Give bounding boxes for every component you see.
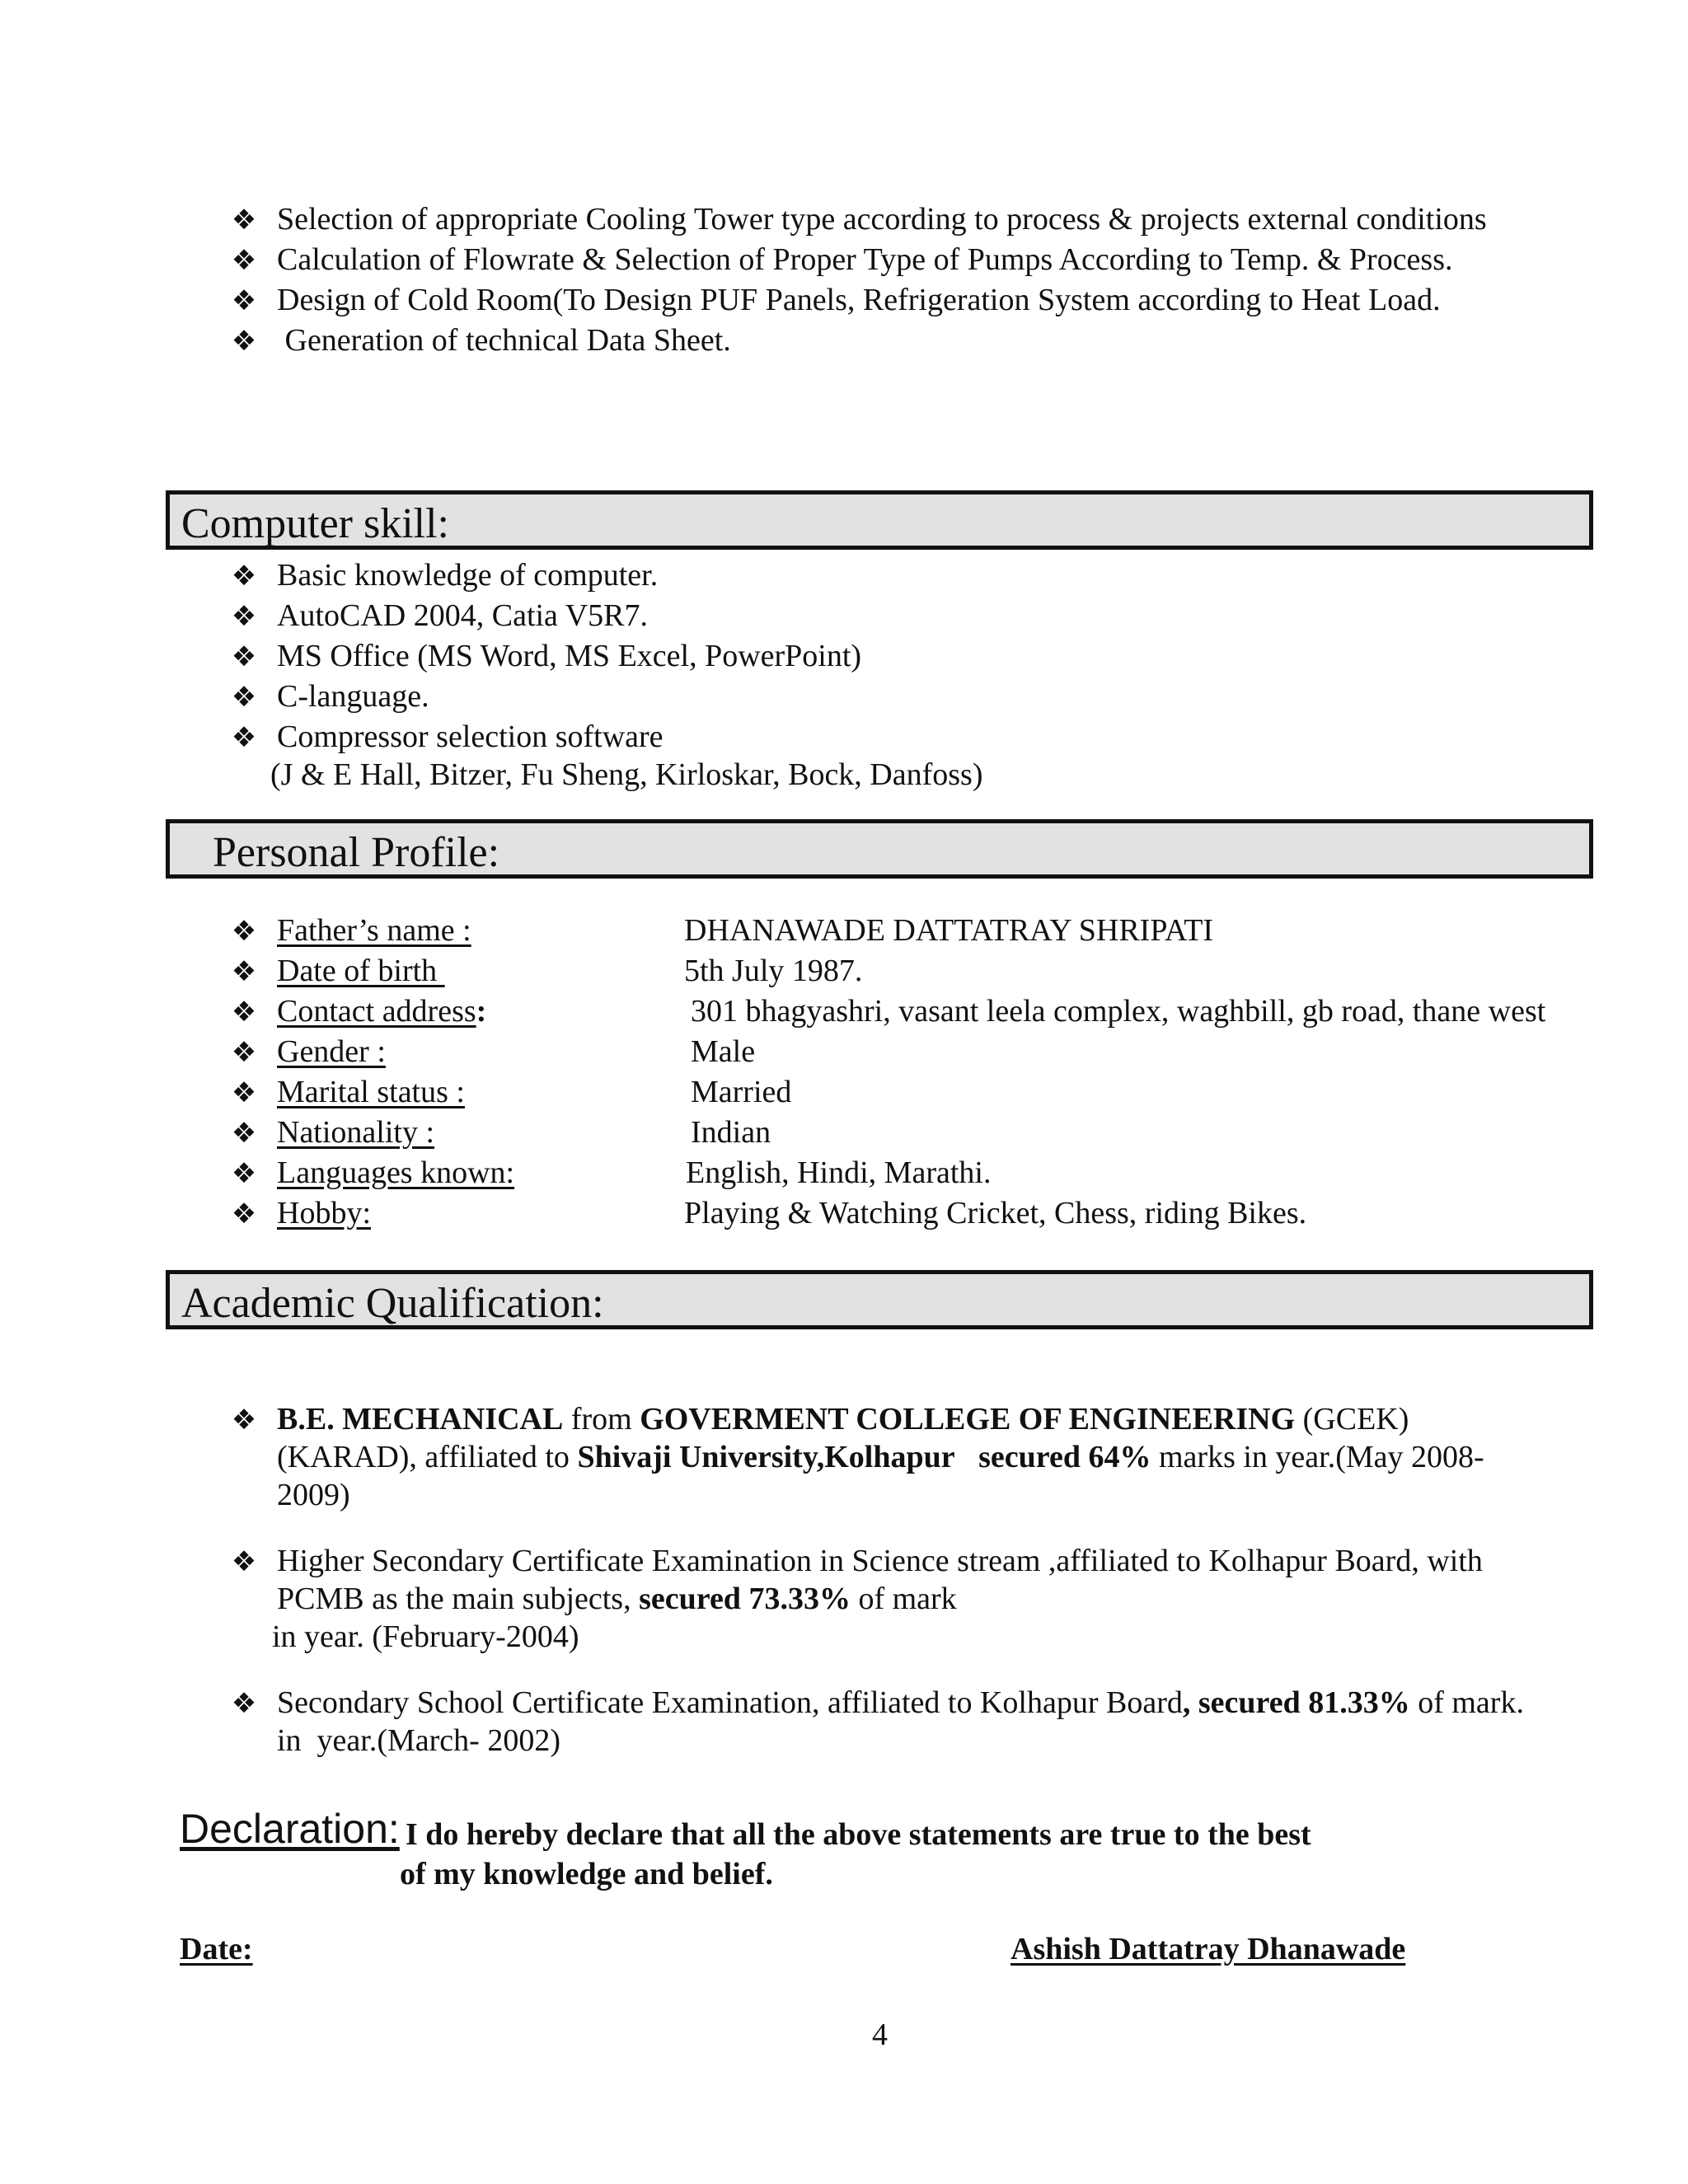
bullet-icon: ❖ (231, 1687, 257, 1720)
academic-qualification-header (166, 1270, 1593, 1329)
ssc-secured: , secured 81.33% (1182, 1685, 1410, 1720)
personal-profile-title: Personal Profile: (213, 829, 500, 876)
profile-value: Male (691, 1034, 756, 1069)
bullet-icon: ❖ (231, 1076, 257, 1109)
bullet-icon: ❖ (231, 325, 257, 358)
ssc-line1-a: Secondary School Certificate Examination, affiliated to Kolhapur Board (277, 1685, 1183, 1720)
bullet-icon: ❖ (231, 915, 257, 948)
ssc-line-1 (277, 1685, 1524, 1721)
hsc-line-3: in year. (February-2004) (272, 1619, 579, 1654)
profile-value: DHANAWADE DATTATRAY SHRIPATI (684, 913, 1214, 948)
be-line2-b: marks in year.(May 2008- (1151, 1440, 1484, 1474)
bullet-icon: ❖ (231, 1036, 257, 1069)
profile-value: Married (691, 1075, 792, 1109)
be-secured: secured 64% (978, 1440, 1151, 1474)
bullet-icon: ❖ (231, 1117, 257, 1150)
bullet-icon: ❖ (231, 1197, 257, 1230)
computer-skill-item: AutoCAD 2004, Catia V5R7. (277, 598, 649, 633)
page-number: 4 (872, 2018, 888, 2052)
bullet-icon: ❖ (231, 204, 257, 237)
be-degree: B.E. MECHANICAL (277, 1402, 564, 1436)
computer-skill-header (166, 490, 1593, 550)
academic-qualification-title: Academic Qualification: (181, 1280, 604, 1327)
ssc-line1-b: of mark. (1409, 1685, 1524, 1720)
bullet-icon: ❖ (231, 721, 257, 754)
bullet-icon: ❖ (231, 1157, 257, 1190)
bullet-icon: ❖ (231, 1404, 257, 1436)
be-line2-a: (KARAD), affiliated to (277, 1440, 578, 1474)
profile-value: 5th July 1987. (684, 954, 863, 988)
computer-skill-item: Basic knowledge of computer. (277, 558, 659, 593)
profile-value: Indian (691, 1115, 771, 1150)
bullet-icon: ❖ (231, 640, 257, 673)
profile-value: Playing & Watching Cricket, Chess, riding Bikes. (684, 1196, 1307, 1230)
declaration-line-2: of my knowledge and belief. (400, 1857, 773, 1891)
bullet-icon: ❖ (231, 996, 257, 1029)
personal-profile-header (166, 819, 1593, 879)
be-line-1 (277, 1401, 1409, 1437)
profile-label: Date of birth (277, 954, 445, 988)
hsc-line-1: Higher Secondary Certificate Examination in Science stream ,affiliated to Kolhapur Board, with (277, 1544, 1483, 1578)
bullet-icon: ❖ (231, 244, 257, 277)
computer-skill-title: Computer skill: (181, 500, 449, 547)
computer-skill-item: MS Office (MS Word, MS Excel, PowerPoint) (277, 639, 862, 673)
profile-value: English, Hindi, Marathi. (686, 1155, 992, 1190)
hsc-line2-b: of mark (850, 1582, 957, 1616)
top-bullet-3: Design of Cold Room(To Design PUF Panels, Refrigeration System according to Heat Load. (277, 283, 1441, 317)
bullet-icon: ❖ (231, 1545, 257, 1578)
hsc-line-2 (277, 1581, 957, 1617)
profile-label: Hobby: (277, 1196, 371, 1230)
profile-value: 301 bhagyashri, vasant leela complex, waghbill, gb road, thane west (691, 994, 1546, 1029)
be-abbr: (GCEK) (1295, 1402, 1409, 1436)
bullet-icon: ❖ (231, 600, 257, 633)
profile-label: Gender : (277, 1034, 386, 1069)
profile-label: Contact address (277, 994, 476, 1029)
profile-label: Marital status : (277, 1075, 465, 1109)
computer-skill-item: Compressor selection software (277, 719, 663, 754)
computer-skill-item: C-language. (277, 679, 429, 714)
signature-name: Ashish Dattatray Dhanawade (1010, 1932, 1406, 1966)
date-label: Date: (180, 1932, 253, 1966)
profile-label: Father’s name : (277, 913, 471, 948)
be-line-2 (277, 1439, 1484, 1475)
profile-label-colon: : (476, 994, 487, 1029)
be-university: Shivaji University,Kolhapur (577, 1440, 955, 1474)
bullet-icon: ❖ (231, 560, 257, 593)
computer-skill-continuation: (J & E Hall, Bitzer, Fu Sheng, Kirloskar, Bock, Danfoss) (270, 757, 983, 792)
hsc-secured: secured 73.33% (639, 1582, 851, 1616)
bullet-icon: ❖ (231, 284, 257, 317)
top-bullet-1: Selection of appropriate Cooling Tower type according to process & projects external conditions (277, 202, 1487, 237)
declaration-line-1: I do hereby declare that all the above statements are true to the best (406, 1817, 1311, 1852)
bullet-icon: ❖ (231, 681, 257, 714)
top-bullet-4: Generation of technical Data Sheet. (277, 323, 731, 358)
profile-label: Languages known: (277, 1155, 515, 1190)
profile-label-wrap (277, 993, 486, 1029)
be-from: from (563, 1402, 640, 1436)
be-line-3: 2009) (277, 1478, 350, 1512)
ssc-line-2: in year.(March- 2002) (277, 1723, 560, 1758)
top-bullet-2: Calculation of Flowrate & Selection of Proper Type of Pumps According to Temp. & Process. (277, 242, 1453, 277)
be-college: GOVERMENT COLLEGE OF ENGINEERING (640, 1402, 1296, 1436)
bullet-icon: ❖ (231, 955, 257, 988)
declaration-label: Declaration: (180, 1806, 400, 1852)
hsc-line2-a: PCMB as the main subjects, (277, 1582, 640, 1616)
profile-label: Nationality : (277, 1115, 435, 1150)
